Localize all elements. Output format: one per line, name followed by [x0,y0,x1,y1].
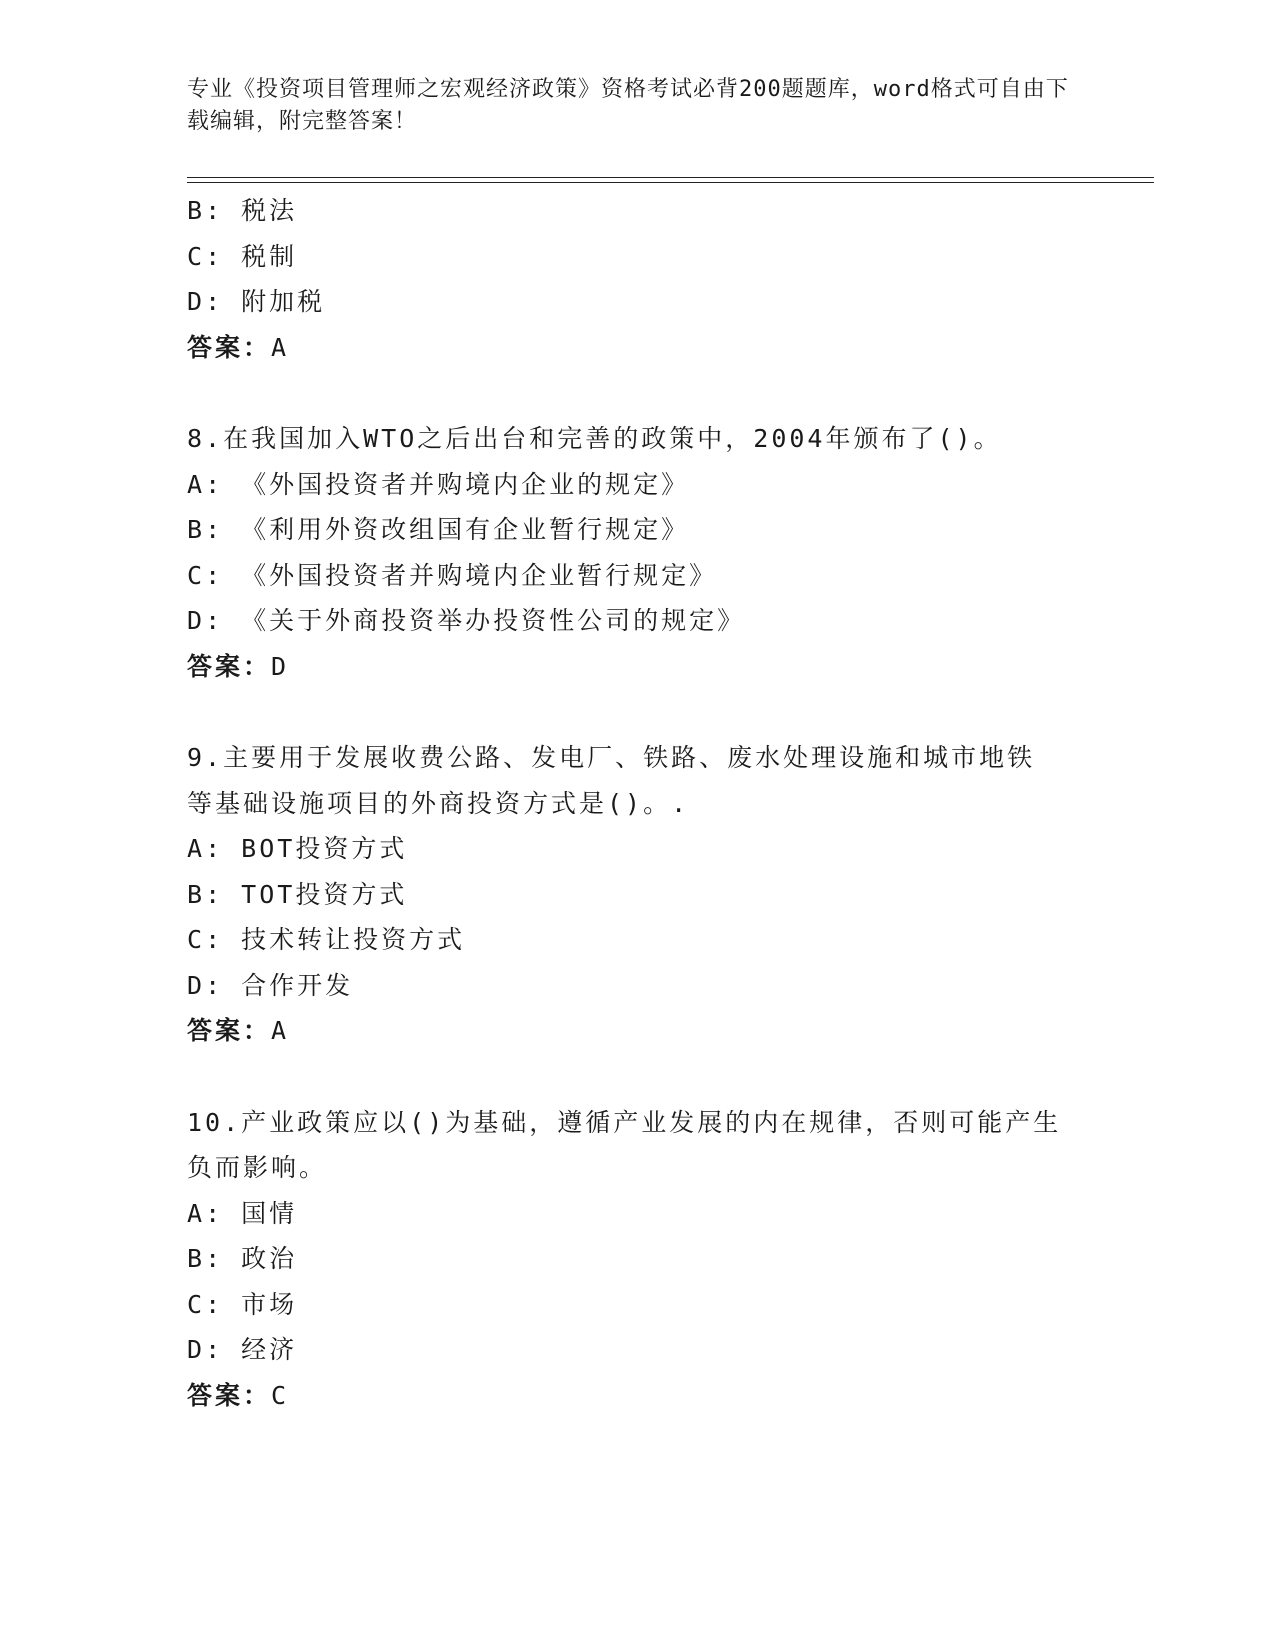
option-c: C: 税制 [187,241,298,271]
question-content [187,188,1087,1418]
option-c: C: 市场 [187,1289,298,1319]
option-d: D: 经济 [187,1335,298,1364]
question-8 [187,416,1087,689]
page-header: 专业《投资项目管理师之宏观经济政策》资格考试必背200题题库，word格式可自由下载编辑，附完整答案！ [187,77,1069,134]
option-d: D: 附加税 [187,287,326,316]
answer-line: 答案：D [187,651,290,681]
answer-line: 答案：A [187,332,290,362]
option-b: B: TOT投资方式 [187,879,408,909]
option-a: A: 《外国投资者并购境内企业的规定》 [187,469,690,499]
option-c: C: 技术转让投资方式 [187,925,466,954]
option-b: B: 《利用外资改组国有企业暂行规定》 [187,515,690,544]
header-rule-bottom [187,182,1154,183]
question-text: 8.在我国加入WTO之后出台和完善的政策中，2004年颁布了()。 [187,424,1002,453]
option-b: B: 政治 [187,1244,298,1273]
option-a: A: 国情 [187,1198,298,1228]
question-10 [187,1100,1087,1419]
answer-line: 答案：C [187,1380,290,1410]
question-9 [187,735,1087,1054]
header-rule-top [187,177,1154,178]
option-a: A: BOT投资方式 [187,834,408,863]
answer-line: 答案：A [187,1016,290,1045]
question-text: 9.主要用于发展收费公路、发电厂、铁路、废水处理设施和城市地铁 等基础设施项目的外商投资方式是()。. [187,743,1036,818]
prev-question-block [187,188,1087,370]
option-d: D: 合作开发 [187,970,354,1000]
option-b: B: 税法 [187,196,298,225]
option-c: C: 《外国投资者并购境内企业暂行规定》 [187,560,718,590]
question-text: 10.产业政策应以()为基础，遵循产业发展的内在规律，否则可能产生 负而影响。 [187,1107,1062,1182]
option-d: D: 《关于外商投资举办投资性公司的规定》 [187,606,746,635]
